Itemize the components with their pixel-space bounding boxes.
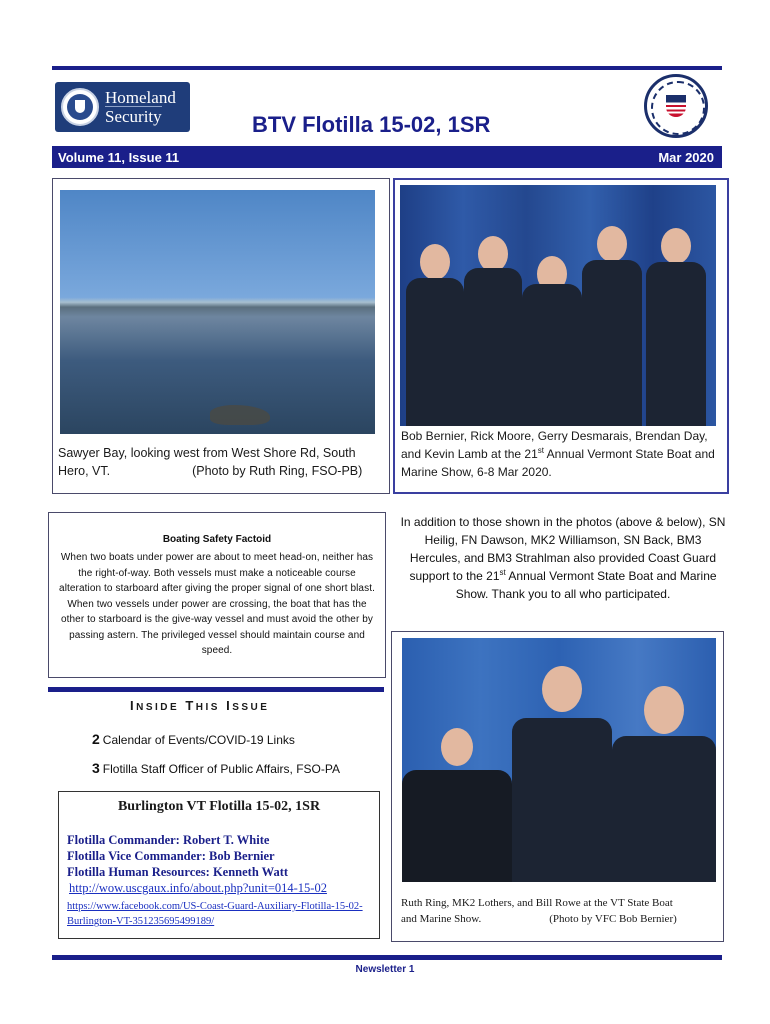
group-photo-five-members	[400, 185, 716, 426]
group2-caption-line1: Ruth Ring, MK2 Lothers, and Bill Rowe at the VT State Boat	[401, 897, 673, 909]
flotilla-human-resources: Flotilla Human Resources: Kenneth Watt	[67, 865, 289, 879]
group2-caption-credit: (Photo by VFC Bob Bernier)	[549, 913, 677, 925]
issue-bar	[52, 146, 722, 168]
lake-caption-line1: Sawyer Bay, looking west from West Shore Rd, South	[58, 446, 356, 460]
issue-date: Mar 2020	[658, 149, 714, 165]
shield-icon	[666, 95, 686, 117]
flotilla-facebook-link[interactable]: https://www.facebook.com/US-Coast-Guard-Auxiliary-Flotilla-15-02-Burlington-VT-351235695499189/	[67, 901, 363, 927]
inside-issue-item[interactable]	[92, 760, 340, 776]
thanks-sup: st	[499, 568, 506, 577]
inside-item-text: Flotilla Staff Officer of Public Affairs, FSO-PA	[102, 762, 340, 776]
inside-item-text: Calendar of Events/COVID-19 Links	[102, 733, 295, 747]
thanks-text: In addition to those shown in the photos (above & below), SN Heilig, FN Dawson, MK2 Williamson, SN Back, BM3 Hercules, and BM3 Strahlman also provided Coast Guard support to the 21	[400, 515, 726, 583]
thanks-paragraph	[398, 513, 728, 603]
person-figure	[464, 216, 522, 426]
group-caption-text-end: Annual Vermont State Boat and Marine Show, 6-8 Mar 2020.	[401, 447, 715, 479]
person-figure	[612, 672, 716, 882]
factoid-title: Boating Safety Factoid	[162, 534, 272, 545]
factoid-body: When two boats under power are about to meet head-on, neither has the right-of-way. Both vessels must make a noticeable course alteration to starboard after giving the proper signal of one short blast. When two vessels under power are crossing, the boat that has the other to starboard is the give-way vessel and must avoid the other by passing astern. The privileged vessel should maintain course and speed.	[59, 552, 375, 656]
coast-guard-auxiliary-seal-icon	[644, 74, 708, 138]
flotilla-title: Burlington VT Flotilla 15-02, 1SR	[117, 799, 321, 814]
group-caption-text: Bob Bernier, Rick Moore, Gerry Desmarais, Brendan Day, and Kevin Lamb at the 21	[401, 429, 708, 461]
dhs-seal-icon	[61, 88, 99, 126]
page-footer: Newsletter 1	[355, 964, 415, 975]
flotilla-website-link[interactable]: http://wow.uscgaux.info/about.php?unit=014-15-02	[69, 881, 327, 895]
thanks-text-end: Annual Vermont State Boat and Marine Show. Thank you to all who participated.	[455, 569, 717, 601]
lake-photo	[60, 190, 375, 434]
group-caption-sup: st	[537, 446, 544, 455]
person-figure	[646, 206, 706, 426]
person-figure	[522, 226, 582, 426]
top-rule	[52, 66, 722, 70]
inside-issue-item[interactable]	[92, 731, 295, 747]
homeland-security-logo	[55, 82, 190, 132]
person-figure	[406, 226, 464, 426]
group-photo-caption	[401, 427, 723, 481]
group-photo-three-members	[402, 638, 716, 882]
dhs-logo-line2: Security	[105, 107, 162, 126]
inside-issue-heading: INSIDE THIS ISSUE	[130, 698, 270, 713]
newsletter-title: BTV Flotilla 15-02, 1SR	[252, 112, 491, 137]
inside-item-page: 2	[92, 731, 100, 747]
flotilla-commander: Flotilla Commander: Robert T. White	[67, 833, 270, 847]
bottom-rule	[52, 955, 722, 960]
inside-issue-rule	[48, 687, 384, 692]
volume-issue: Volume 11, Issue 11	[58, 149, 180, 165]
person-figure	[402, 722, 512, 882]
group2-caption-line2: and Marine Show.	[401, 913, 482, 925]
lake-caption-line2: Hero, VT.	[58, 464, 111, 478]
flotilla-vice-commander: Flotilla Vice Commander: Bob Bernier	[67, 849, 275, 863]
inside-item-page: 3	[92, 760, 100, 776]
lake-caption-credit: (Photo by Ruth Ring, FSO-PB)	[192, 464, 363, 478]
group-photo-2-caption	[401, 895, 721, 927]
dhs-logo-line1: Homeland	[105, 88, 176, 107]
lake-photo-caption	[58, 444, 388, 480]
person-figure	[582, 206, 642, 426]
person-figure	[512, 652, 612, 882]
